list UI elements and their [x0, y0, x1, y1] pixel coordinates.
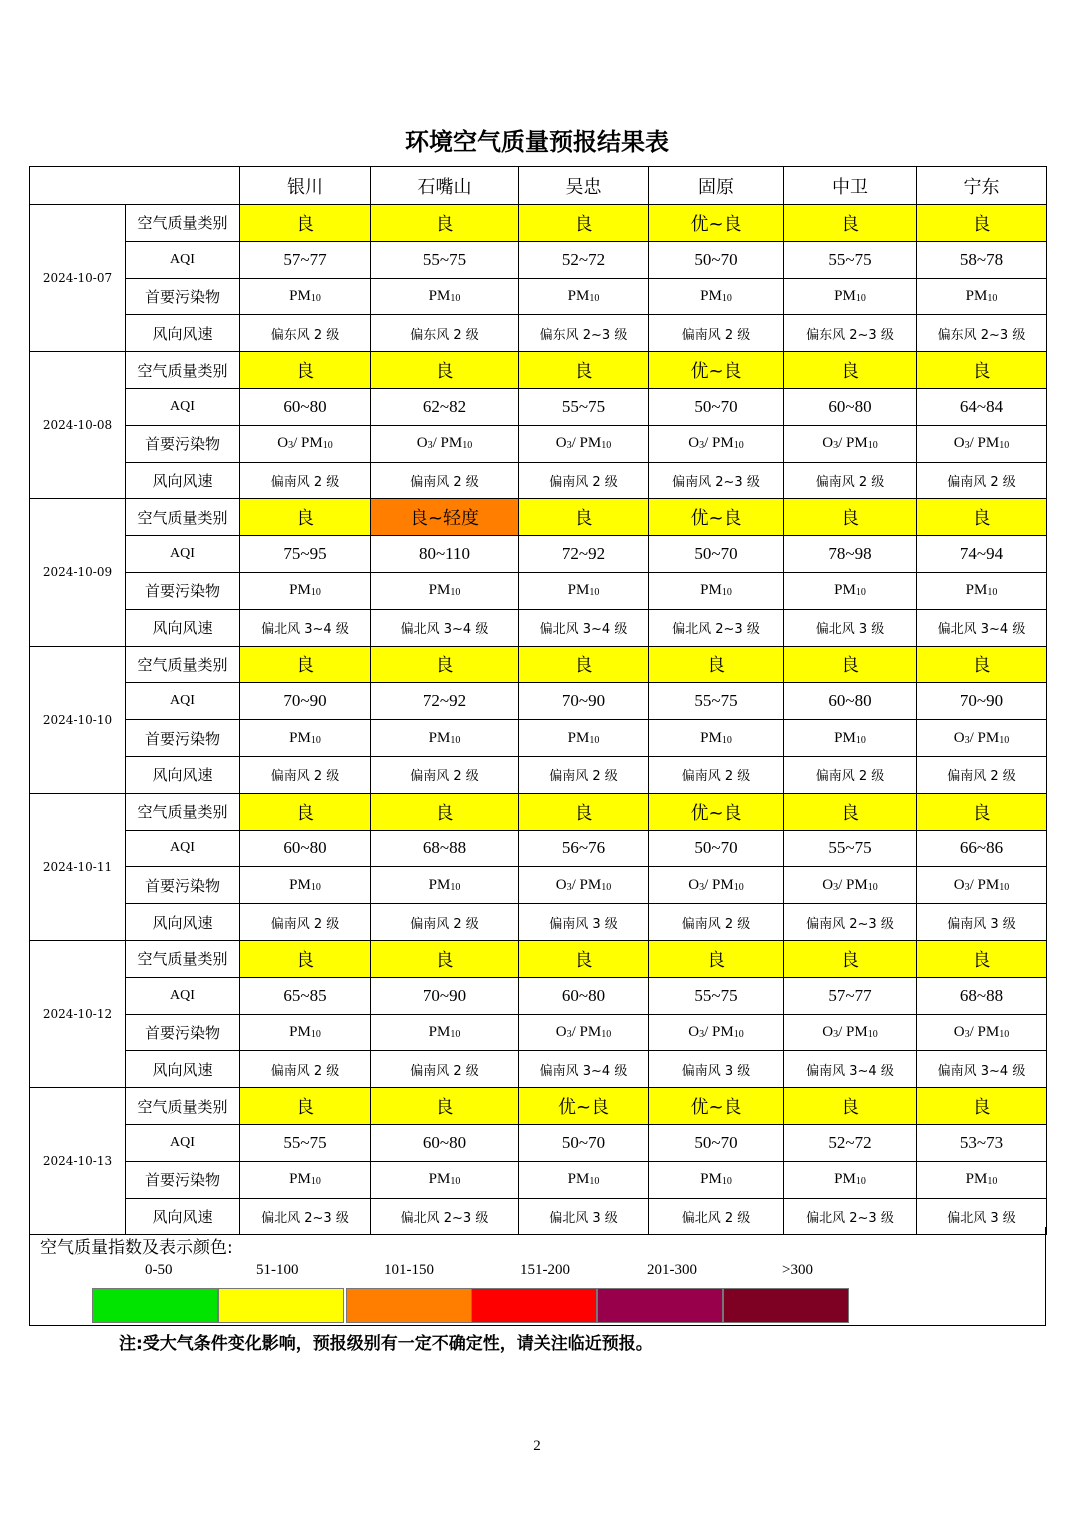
pollutant-cell: $PM_{10}$	[371, 720, 519, 757]
category-cell: 良	[240, 205, 371, 242]
pollutant-cell: $PM_{10}$	[784, 720, 917, 757]
pollutant-cell: $PM_{10}$	[917, 1161, 1047, 1198]
category-cell: 优~良	[649, 1088, 784, 1125]
pollutant-row	[30, 720, 1047, 757]
pollutant-cell: $O_3/$ $PM_{10}$	[519, 425, 649, 462]
legend-title: 空气质量指数及表示颜色:	[40, 1238, 233, 1258]
aqi-cell: 52~72	[784, 1124, 917, 1161]
pollutant-cell: $O_3/$ $PM_{10}$	[784, 1014, 917, 1051]
aqi-cell: 62~82	[371, 388, 519, 425]
wind-cell: 偏东风 2~3 级	[519, 315, 649, 352]
wind-cell: 偏南风 3 级	[917, 904, 1047, 941]
wind-cell: 偏北风 2~3 级	[784, 1198, 917, 1235]
category-cell: 良	[917, 646, 1047, 683]
pollutant-cell: $PM_{10}$	[240, 278, 371, 315]
wind-cell: 偏南风 2 级	[240, 462, 371, 499]
aqi-cell: 53~73	[917, 1124, 1047, 1161]
disclaimer-note: 注:受大气条件变化影响，预报级别有一定不确定性，请关注临近预报。	[119, 1334, 653, 1354]
legend-range-label: 201-300	[647, 1262, 697, 1278]
wind-cell: 偏南风 2~3 级	[649, 462, 784, 499]
wind-cell: 偏北风 2~3 级	[649, 609, 784, 646]
pollutant-row	[30, 278, 1047, 315]
category-cell: 良	[240, 646, 371, 683]
category-row	[30, 1088, 1047, 1125]
category-cell: 良	[240, 1088, 371, 1125]
wind-cell: 偏北风 2~3 级	[240, 1198, 371, 1235]
pollutant-cell: $O_3/$ $PM_{10}$	[649, 425, 784, 462]
aqi-cell: 70~90	[371, 977, 519, 1014]
category-cell: 优~良	[649, 793, 784, 830]
wind-cell: 偏南风 2 级	[240, 1051, 371, 1088]
city-header: 石嘴山	[371, 167, 519, 205]
pollutant-cell: $PM_{10}$	[519, 572, 649, 609]
city-header: 中卫	[784, 167, 917, 205]
category-row	[30, 646, 1047, 683]
wind-cell: 偏北风 3~4 级	[371, 609, 519, 646]
wind-row	[30, 1051, 1047, 1088]
row-label-category: 空气质量类别	[126, 352, 240, 389]
aqi-cell: 68~88	[371, 830, 519, 867]
category-cell: 良	[917, 205, 1047, 242]
wind-row	[30, 315, 1047, 352]
row-label-pollutant: 首要污染物	[126, 867, 240, 904]
aqi-cell: 70~90	[917, 683, 1047, 720]
city-header: 固原	[649, 167, 784, 205]
wind-cell: 偏北风 2~3 级	[371, 1198, 519, 1235]
wind-cell: 偏南风 2 级	[371, 462, 519, 499]
category-cell: 良	[371, 352, 519, 389]
page-title: 环境空气质量预报结果表	[405, 128, 669, 156]
pollutant-cell: $PM_{10}$	[917, 572, 1047, 609]
wind-cell: 偏南风 2 级	[371, 756, 519, 793]
wind-cell: 偏南风 3 级	[649, 1051, 784, 1088]
aqi-cell: 55~75	[649, 977, 784, 1014]
pollutant-cell: $PM_{10}$	[519, 720, 649, 757]
page-number: 2	[533, 1438, 541, 1454]
category-cell: 良	[519, 205, 649, 242]
aqi-cell: 50~70	[649, 536, 784, 573]
pollutant-cell: $O_3/$ $PM_{10}$	[519, 867, 649, 904]
legend-color-swatch	[92, 1288, 218, 1323]
pollutant-cell: $O_3/$ $PM_{10}$	[784, 425, 917, 462]
category-cell: 良	[784, 646, 917, 683]
wind-row	[30, 904, 1047, 941]
category-cell: 良	[784, 205, 917, 242]
row-label-wind: 风向风速	[126, 1051, 240, 1088]
pollutant-row	[30, 1014, 1047, 1051]
row-label-category: 空气质量类别	[126, 940, 240, 977]
aqi-legend	[29, 1227, 1046, 1326]
legend-color-swatch	[723, 1288, 849, 1323]
category-row	[30, 205, 1047, 242]
category-cell: 良	[519, 940, 649, 977]
pollutant-cell: $O_3/$ $PM_{10}$	[649, 1014, 784, 1051]
aqi-row	[30, 830, 1047, 867]
category-cell: 良	[371, 793, 519, 830]
wind-row	[30, 462, 1047, 499]
pollutant-cell: $PM_{10}$	[371, 867, 519, 904]
wind-cell: 偏南风 2 级	[649, 315, 784, 352]
wind-cell: 偏南风 3~4 级	[784, 1051, 917, 1088]
forecast-table	[29, 166, 1047, 1235]
category-cell: 优~良	[519, 1088, 649, 1125]
pollutant-cell: $O_3/$ $PM_{10}$	[784, 867, 917, 904]
wind-cell: 偏东风 2~3 级	[784, 315, 917, 352]
wind-cell: 偏北风 3~4 级	[240, 609, 371, 646]
legend-range-label: 0-50	[145, 1262, 173, 1278]
legend-range-label: >300	[782, 1262, 813, 1278]
category-cell: 良	[519, 646, 649, 683]
category-cell: 良	[784, 499, 917, 536]
category-cell: 优~良	[649, 205, 784, 242]
pollutant-cell: $PM_{10}$	[649, 1161, 784, 1198]
date-cell: 2024-10-08	[30, 352, 126, 499]
aqi-cell: 57~77	[784, 977, 917, 1014]
aqi-cell: 60~80	[519, 977, 649, 1014]
category-row	[30, 352, 1047, 389]
row-label-category: 空气质量类别	[126, 646, 240, 683]
pollutant-cell: $PM_{10}$	[240, 1161, 371, 1198]
pollutant-cell: $PM_{10}$	[917, 278, 1047, 315]
category-cell: 良	[784, 352, 917, 389]
aqi-cell: 55~75	[649, 683, 784, 720]
wind-cell: 偏南风 2~3 级	[784, 904, 917, 941]
pollutant-cell: $PM_{10}$	[240, 572, 371, 609]
category-row	[30, 940, 1047, 977]
aqi-cell: 78~98	[784, 536, 917, 573]
aqi-cell: 66~86	[917, 830, 1047, 867]
aqi-cell: 74~94	[917, 536, 1047, 573]
legend-range-label: 101-150	[384, 1262, 434, 1278]
aqi-cell: 80~110	[371, 536, 519, 573]
row-label-aqi: AQI	[126, 388, 240, 425]
row-label-pollutant: 首要污染物	[126, 1161, 240, 1198]
legend-color-swatch	[218, 1288, 344, 1323]
aqi-cell: 58~78	[917, 241, 1047, 278]
aqi-cell: 50~70	[519, 1124, 649, 1161]
wind-cell: 偏北风 3~4 级	[917, 609, 1047, 646]
aqi-cell: 52~72	[519, 241, 649, 278]
row-label-pollutant: 首要污染物	[126, 572, 240, 609]
wind-cell: 偏南风 2 级	[649, 904, 784, 941]
category-cell: 良	[917, 352, 1047, 389]
wind-cell: 偏南风 3~4 级	[519, 1051, 649, 1088]
pollutant-cell: $O_3/$ $PM_{10}$	[649, 867, 784, 904]
aqi-cell: 72~92	[371, 683, 519, 720]
category-cell: 良	[649, 646, 784, 683]
aqi-cell: 60~80	[240, 388, 371, 425]
pollutant-cell: $PM_{10}$	[371, 572, 519, 609]
wind-cell: 偏南风 2 级	[240, 756, 371, 793]
category-cell: 良~轻度	[371, 499, 519, 536]
pollutant-cell: $PM_{10}$	[784, 1161, 917, 1198]
wind-cell: 偏南风 2 级	[519, 462, 649, 499]
date-cell: 2024-10-11	[30, 793, 126, 940]
category-cell: 良	[917, 793, 1047, 830]
wind-cell: 偏东风 2 级	[371, 315, 519, 352]
aqi-cell: 65~85	[240, 977, 371, 1014]
category-row	[30, 793, 1047, 830]
wind-cell: 偏南风 2 级	[784, 462, 917, 499]
pollutant-cell: $PM_{10}$	[519, 278, 649, 315]
city-header: 吴忠	[519, 167, 649, 205]
wind-cell: 偏南风 2 级	[784, 756, 917, 793]
pollutant-cell: $PM_{10}$	[519, 1161, 649, 1198]
category-cell: 优~良	[649, 352, 784, 389]
row-label-pollutant: 首要污染物	[126, 278, 240, 315]
row-label-category: 空气质量类别	[126, 793, 240, 830]
pollutant-cell: $O_3/$ $PM_{10}$	[917, 867, 1047, 904]
aqi-row	[30, 683, 1047, 720]
pollutant-cell: $PM_{10}$	[784, 572, 917, 609]
pollutant-cell: $PM_{10}$	[649, 720, 784, 757]
row-label-pollutant: 首要污染物	[126, 720, 240, 757]
pollutant-cell: $PM_{10}$	[240, 720, 371, 757]
row-label-wind: 风向风速	[126, 609, 240, 646]
aqi-cell: 64~84	[917, 388, 1047, 425]
category-cell: 优~良	[649, 499, 784, 536]
row-label-aqi: AQI	[126, 1124, 240, 1161]
date-cell: 2024-10-12	[30, 940, 126, 1087]
pollutant-cell: $O_3/$ $PM_{10}$	[371, 425, 519, 462]
city-header-row	[30, 167, 1047, 205]
wind-cell: 偏南风 2 级	[371, 904, 519, 941]
pollutant-cell: $PM_{10}$	[371, 278, 519, 315]
category-cell: 良	[784, 793, 917, 830]
aqi-cell: 55~75	[519, 388, 649, 425]
aqi-cell: 60~80	[784, 683, 917, 720]
forecast-table-body	[30, 167, 1047, 1235]
category-cell: 良	[240, 793, 371, 830]
pollutant-cell: $PM_{10}$	[240, 867, 371, 904]
pollutant-cell: $O_3/$ $PM_{10}$	[240, 425, 371, 462]
aqi-cell: 70~90	[240, 683, 371, 720]
aqi-row	[30, 241, 1047, 278]
category-cell: 良	[519, 499, 649, 536]
category-cell: 良	[519, 793, 649, 830]
category-cell: 良	[784, 1088, 917, 1125]
category-cell: 良	[917, 1088, 1047, 1125]
row-label-aqi: AQI	[126, 536, 240, 573]
city-header: 宁东	[917, 167, 1047, 205]
aqi-cell: 55~75	[371, 241, 519, 278]
aqi-cell: 60~80	[784, 388, 917, 425]
date-cell: 2024-10-09	[30, 499, 126, 646]
wind-cell: 偏东风 2~3 级	[917, 315, 1047, 352]
wind-cell: 偏南风 2 级	[519, 756, 649, 793]
header-corner-cell	[30, 167, 240, 205]
legend-range-label: 151-200	[520, 1262, 570, 1278]
pollutant-row	[30, 425, 1047, 462]
pollutant-cell: $O_3/$ $PM_{10}$	[917, 425, 1047, 462]
row-label-category: 空气质量类别	[126, 1088, 240, 1125]
aqi-cell: 55~75	[240, 1124, 371, 1161]
wind-cell: 偏南风 2 级	[649, 756, 784, 793]
aqi-cell: 70~90	[519, 683, 649, 720]
pollutant-cell: $PM_{10}$	[371, 1014, 519, 1051]
row-label-pollutant: 首要污染物	[126, 1014, 240, 1051]
category-cell: 良	[519, 352, 649, 389]
wind-cell: 偏南风 3~4 级	[917, 1051, 1047, 1088]
wind-cell: 偏北风 3~4 级	[519, 609, 649, 646]
wind-cell: 偏南风 2 级	[917, 756, 1047, 793]
category-cell: 良	[917, 499, 1047, 536]
row-label-aqi: AQI	[126, 977, 240, 1014]
row-label-wind: 风向风速	[126, 315, 240, 352]
row-label-aqi: AQI	[126, 241, 240, 278]
legend-color-swatch	[471, 1288, 597, 1323]
row-label-wind: 风向风速	[126, 756, 240, 793]
legend-color-swatch	[597, 1288, 723, 1323]
aqi-cell: 55~75	[784, 241, 917, 278]
pollutant-cell: $PM_{10}$	[649, 278, 784, 315]
wind-cell: 偏北风 2 级	[649, 1198, 784, 1235]
wind-row	[30, 756, 1047, 793]
aqi-row	[30, 536, 1047, 573]
category-cell: 良	[371, 1088, 519, 1125]
aqi-cell: 50~70	[649, 241, 784, 278]
legend-range-label: 51-100	[256, 1262, 299, 1278]
pollutant-cell: $O_3/$ $PM_{10}$	[917, 720, 1047, 757]
aqi-row	[30, 388, 1047, 425]
wind-cell: 偏南风 2 级	[371, 1051, 519, 1088]
category-cell: 良	[240, 499, 371, 536]
aqi-cell: 50~70	[649, 388, 784, 425]
category-cell: 良	[371, 646, 519, 683]
wind-cell: 偏北风 3 级	[917, 1198, 1047, 1235]
category-cell: 良	[371, 940, 519, 977]
pollutant-cell: $PM_{10}$	[784, 278, 917, 315]
row-label-wind: 风向风速	[126, 462, 240, 499]
wind-cell: 偏东风 2 级	[240, 315, 371, 352]
aqi-cell: 50~70	[649, 830, 784, 867]
category-cell: 良	[784, 940, 917, 977]
city-header: 银川	[240, 167, 371, 205]
date-cell: 2024-10-13	[30, 1088, 126, 1235]
row-label-aqi: AQI	[126, 830, 240, 867]
pollutant-cell: $PM_{10}$	[649, 572, 784, 609]
pollutant-cell: $PM_{10}$	[240, 1014, 371, 1051]
row-label-wind: 风向风速	[126, 904, 240, 941]
pollutant-cell: $O_3/$ $PM_{10}$	[519, 1014, 649, 1051]
pollutant-row	[30, 1161, 1047, 1198]
pollutant-row	[30, 867, 1047, 904]
aqi-cell: 68~88	[917, 977, 1047, 1014]
category-cell: 良	[240, 940, 371, 977]
aqi-row	[30, 1124, 1047, 1161]
wind-cell: 偏南风 2 级	[240, 904, 371, 941]
aqi-cell: 75~95	[240, 536, 371, 573]
row-label-wind: 风向风速	[126, 1198, 240, 1235]
aqi-cell: 72~92	[519, 536, 649, 573]
pollutant-cell: $O_3/$ $PM_{10}$	[917, 1014, 1047, 1051]
category-cell: 良	[240, 352, 371, 389]
row-label-pollutant: 首要污染物	[126, 425, 240, 462]
row-label-category: 空气质量类别	[126, 499, 240, 536]
aqi-cell: 50~70	[649, 1124, 784, 1161]
wind-cell: 偏南风 2 级	[917, 462, 1047, 499]
wind-cell: 偏南风 3 级	[519, 904, 649, 941]
aqi-cell: 55~75	[784, 830, 917, 867]
wind-cell: 偏北风 3 级	[519, 1198, 649, 1235]
row-label-aqi: AQI	[126, 683, 240, 720]
category-row	[30, 499, 1047, 536]
category-cell: 良	[371, 205, 519, 242]
aqi-cell: 60~80	[240, 830, 371, 867]
date-cell: 2024-10-10	[30, 646, 126, 793]
wind-row	[30, 609, 1047, 646]
row-label-category: 空气质量类别	[126, 205, 240, 242]
pollutant-cell: $PM_{10}$	[371, 1161, 519, 1198]
aqi-cell: 60~80	[371, 1124, 519, 1161]
legend-color-swatch	[346, 1288, 472, 1323]
pollutant-row	[30, 572, 1047, 609]
wind-cell: 偏北风 3 级	[784, 609, 917, 646]
aqi-cell: 57~77	[240, 241, 371, 278]
aqi-cell: 56~76	[519, 830, 649, 867]
category-cell: 良	[917, 940, 1047, 977]
date-cell: 2024-10-07	[30, 205, 126, 352]
category-cell: 良	[649, 940, 784, 977]
aqi-row	[30, 977, 1047, 1014]
